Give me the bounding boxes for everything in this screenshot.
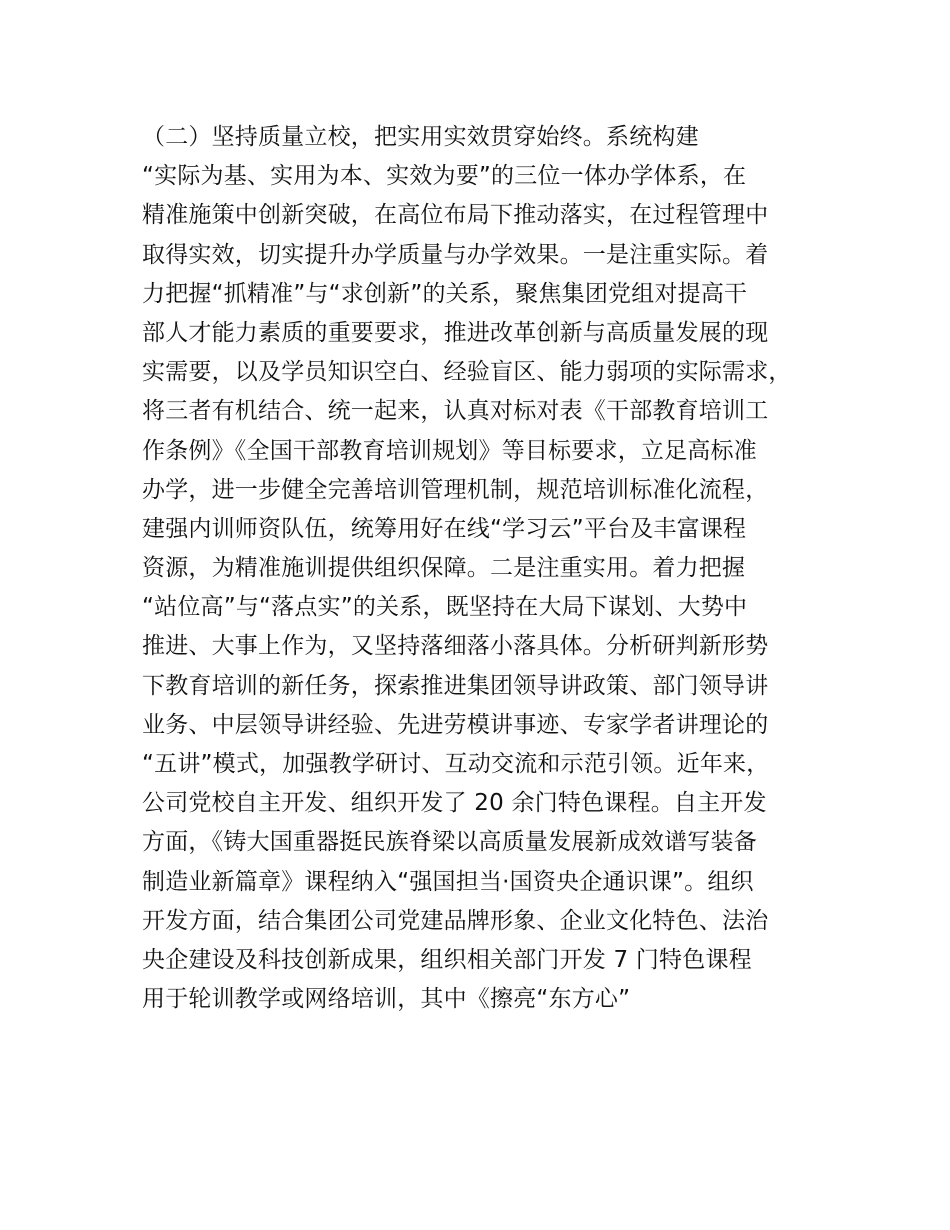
paragraph-line: 取得实效，切实提升办学质量与办学效果。一是注重实际。着 xyxy=(142,241,769,268)
paragraph-line: 制造业新篇章》课程纳入“强国担当·国资央企通识课”。组织 xyxy=(142,868,754,895)
paragraph-line: 精准施策中创新突破，在高位布局下推动落实，在过程管理中 xyxy=(142,202,769,229)
paragraph-line: 部人才能力素质的重要要求，推进改革创新与高质量发展的现 xyxy=(142,319,769,346)
paragraph-line: 实需要，以及学员知识空白、经验盲区、能力弱项的实际需求， xyxy=(142,359,792,386)
paragraph-line: 办学，进一步健全完善培训管理机制，规范培训标准化流程， xyxy=(142,476,769,503)
paragraph-line: 下教育培训的新任务，探索推进集团领导讲政策、部门领导讲 xyxy=(142,672,769,699)
paragraph-line: 建强内训师资队伍，统筹用好在线“学习云”平台及丰富课程 xyxy=(142,515,747,542)
body-paragraph xyxy=(142,118,842,1019)
paragraph-line: 资源，为精准施训提供组织保障。二是注重实用。着力把握 xyxy=(142,555,746,582)
paragraph-line: 开发方面，结合集团公司党建品牌形象、企业文化特色、法治 xyxy=(142,907,769,934)
paragraph-line: “站位高”与“落点实”的关系，既坚持在大局下谋划、大势中 xyxy=(142,594,748,621)
paragraph-line: “实际为基、实用为本、实效为要”的三位一体办学体系，在 xyxy=(142,163,747,190)
paragraph-line: 推进、大事上作为，又坚持落细落小落具体。分析研判新形势 xyxy=(142,633,769,660)
paragraph-line: 作条例》《全国干部教育培训规划》等目标要求，立足高标准 xyxy=(142,437,757,464)
paragraph-line: “五讲”模式，加强教学研讨、互动交流和示范引领。近年来， xyxy=(142,751,770,777)
paragraph-line: 公司党校自主开发、组织开发了 20 余门特色课程。自主开发 xyxy=(142,790,767,817)
paragraph-line: 用于轮训教学或网络培训，其中《擦亮“东方心” xyxy=(142,986,631,1013)
paragraph-line: 力把握“抓精准”与“求创新”的关系，聚焦集团党组对提高干 xyxy=(142,280,748,307)
paragraph-line: 方面，《铸大国重器挺民族脊梁以高质量发展新成效谱写装备 xyxy=(142,829,757,856)
paragraph-line: 央企建设及科技创新成果，组织相关部门开发 7 门特色课程 xyxy=(142,946,752,973)
paragraph-line: 业务、中层领导讲经验、先进劳模讲事迹、专家学者讲理论的 xyxy=(142,711,769,738)
paragraph-line: （二）坚持质量立校，把实用实效贯穿始终。系统构建 xyxy=(142,124,699,150)
paragraph-line: 将三者有机结合、统一起来，认真对标对表《干部教育培训工 xyxy=(142,398,769,425)
